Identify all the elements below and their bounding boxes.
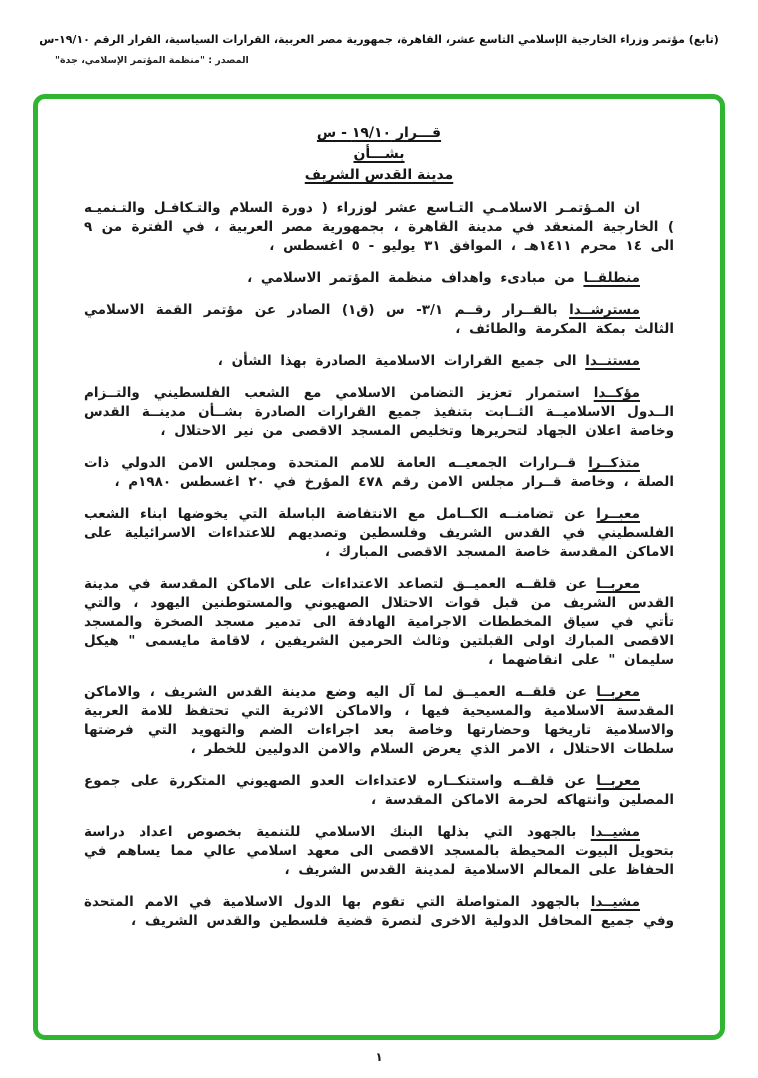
paragraph <box>84 893 674 931</box>
paragraph-text: ان المـؤتمـر الاسلامـي التـاسع عشر لوزراء ( دورة السلام والتـكافـل والتـنميـه ) الخارجية المنعقد في مدينة القاهرة ، بجمهورية مصر العربية ، في الفترة من ٩ الى ١٤ محرم ١٤١١هـ ، الموافق ٣١ يوليو - ٥ اغسطس ، <box>84 200 674 254</box>
resolution-subject: مدينة القدس الشريف <box>304 167 454 183</box>
paragraph-text: الى جميع القرارات الاسلامية الصادرة بهذا الشأن ، <box>217 353 577 369</box>
paragraph-lead-word: معربــا <box>596 684 640 700</box>
paragraph-text: بالجهود التي بذلها البنك الاسلامي للتنمية بخصوص اعداد دراسة بتحويل البيوت المحيطة بالمسجد الاقصى الى معهد اسلامي عالي مما يساهم في الحفاظ على المعالم الاسلامية لمدينة القدس الشريف ، <box>84 824 674 878</box>
paragraph <box>84 823 674 880</box>
paragraph <box>84 384 674 441</box>
paragraph-lead-word: مشيــدا <box>590 894 640 910</box>
paragraph <box>84 575 674 670</box>
paragraph-text: عن تضامنــه الكــامل مع الانتفاضة الباسلة التي يخوضها ابناء الشعب الفلسطيني في القدس الشريف وفلسطين وتصديهم للاعتداءات الاسرائيلية على الاماكن المقدسة خاصة المسجد الاقصى المبارك ، <box>84 506 674 560</box>
paragraph <box>84 683 674 759</box>
paragraph-text: عن قلقــه العميــق لتصاعد الاعتداءات على الاماكن المقدسة في مدينة القدس الشريف من قبل قوات الاحتلال الصهيوني والمستوطنين اليهود ، والتي تأتي في سياق المخططات الاجرامية الهادفة الى تدمير مسجد الصخرة والمسجد الاقصى المبارك اولى القبلتين وثالث الحرمين الشريفين ، لاقامة مايسمى " هيكل سليمان " على انقاضهما ، <box>84 576 674 668</box>
paragraph-text: عن قلقــه واستنكــاره لاعتداءات العدو الصهيوني المتكررة على جموع المصلين وانتهاكه لحرمة الاماكن المقدسة ، <box>84 773 674 808</box>
paragraph <box>84 269 674 288</box>
paragraph-lead-word: مشيــدا <box>590 824 641 840</box>
paragraph-lead-word: مستنــدا <box>585 353 640 369</box>
document-title-block <box>84 123 674 186</box>
paragraph <box>84 505 674 562</box>
header-reference: (تابع) مؤتمر وزراء الخارجية الإسلامي التاسع عشر، القاهرة، جمهورية مصر العربية، القرارات السياسية، القرار الرقم ١٩/١٠-س <box>39 33 719 46</box>
paragraph-text: قــرارات الجمعيــه العامة للامم المتحدة ومجلس الامن الدولي ذات الصلة ، وخاصة قــرار مجلس الامن رقم ٤٧٨ المؤرخ في ٢٠ اغسطس ١٩٨٠م ، <box>84 455 674 490</box>
paragraph <box>84 301 674 339</box>
paragraph <box>84 772 674 810</box>
paragraph-text: عن قلقــه العميــق لما آل اليه وضع مدينة القدس الشريف ، والاماكن المقدسة الاسلامية والمسيحية فيها ، والاماكن الاثرية التي تحتفظ للامة العربية والاسلامية تاريخها وحضارتها وخاصة بعد اجراءات الضم والتهويد التي فرضتها سلطات الاحتلال ، الامر الذي يعرض السلام والامن الدوليين للخطر ، <box>84 684 674 757</box>
paragraph-lead-word: متذكــرا <box>588 455 640 471</box>
header-source: المصدر : "منظمة المؤتمر الإسلامي، جدة" <box>55 55 249 66</box>
paragraph <box>84 454 674 492</box>
paragraph <box>84 199 674 256</box>
page-number: ١ <box>375 1050 383 1064</box>
scanned-document-frame <box>33 94 725 1040</box>
paragraph-text: استمرار تعزيز التضامن الاسلامي مع الشعب الفلسطيني والتــزام الــدول الاسلاميــة الثــابت بتنفيذ جميع القرارات الصادرة بشــأن مدينــة القدس وخاصة اعلان الجهاد لتحريرها وتخليص المسجد الاقصى من نير الاحتلال ، <box>84 385 674 439</box>
paragraph-lead-word: معربــا <box>596 576 640 592</box>
paragraph-lead-word: معربــا <box>596 773 640 789</box>
paragraph-lead-word: مسترشــدا <box>569 302 641 318</box>
resolution-subject-label: بشـــأن <box>353 146 405 162</box>
paragraph-lead-word: مؤكــدا <box>593 385 641 401</box>
paragraph-text: بالقــرار رقــم ٣/١- س (ق١) الصادر عن مؤتمر القمة الاسلامي الثالث بمكة المكرمة والطائف ، <box>84 302 674 337</box>
paragraph-text: بالجهود المتواصلة التي تقوم بها الدول الاسلامية في الامم المتحدة وفي جميع المحافل الدولية الاخرى لنصرة قضية فلسطين والقدس الشريف ، <box>84 894 674 929</box>
paragraph-lead-word: منطلقــا <box>583 270 640 286</box>
paragraph <box>84 352 674 371</box>
paragraph-text: من مبادىء واهداف منظمة المؤتمر الاسلامي ، <box>247 270 575 286</box>
paragraph-lead-word: معبــرا <box>596 506 641 522</box>
resolution-number: قـــرار ١٩/١٠ - س <box>316 125 442 141</box>
